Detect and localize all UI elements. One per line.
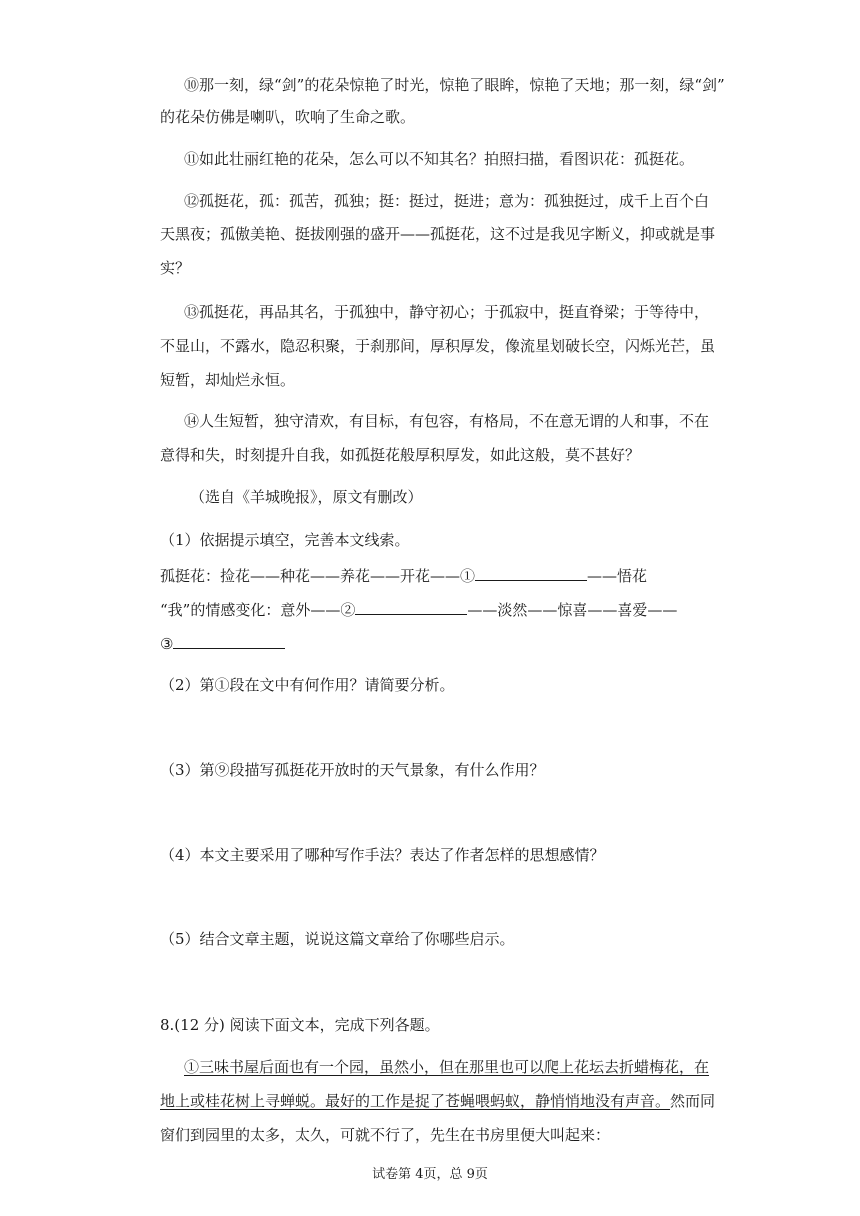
page-footer: 试卷第 4页，总 9页 [372, 1167, 488, 1182]
text-line: ⑫孤挺花，孤：孤苦，孤独；挺：挺过，挺进；意为：孤独挺过，成千上百个白 [184, 192, 710, 210]
question-1: （1）依据提示填空，完善本文线索。 [160, 531, 410, 549]
text-segment: 孤挺花：捡花——种花——养花——开花——① [160, 567, 476, 585]
text-line: 的花朵仿佛是喇叭，吹响了生命之歌。 [160, 108, 416, 126]
text-line: 天黑夜；孤傲美艳、挺拔刚强的盛开——孤挺花，这不过是我见字断义，抑或就是事 [160, 225, 716, 243]
text-segment: ③ [160, 635, 174, 653]
answer-blank-2[interactable] [355, 598, 467, 615]
text-line: ⑩那一刻，绿“剑”的花朵惊艳了时光，惊艳了眼眸，惊艳了天地；那一刻，绿“剑” [184, 76, 725, 94]
question-4: （4）本文主要采用了哪种写作手法？表达了作者怎样的思想感情？ [160, 846, 605, 864]
question-5: （5）结合文章主题，说说这篇文章给了你哪些启示。 [160, 930, 515, 948]
question-1-flower-line [160, 564, 647, 586]
text-line: 不显山，不露水，隐忍积聚，于刹那间，厚积厚发，像流星划破长空，闪烁光芒，虽 [160, 337, 716, 355]
question-3: （3）第⑨段描写孤挺花开放时的天气景象，有什么作用？ [160, 761, 545, 779]
text-line: 窗们到园里的太多，太久，可就不行了，先生在书房里便大叫起来： [160, 1126, 611, 1144]
text-line: ⑬孤挺花，再品其名，于孤独中，静守初心；于孤寂中，挺直脊梁；于等待中， [184, 303, 710, 321]
text-line: ⑭人生短暂，独守清欢，有目标，有包容，有格局，不在意无谓的人和事，不在 [184, 412, 710, 430]
answer-blank-1[interactable] [475, 564, 587, 581]
text-segment: “我”的情感变化：意外——② [160, 601, 356, 619]
underlined-text: ①三味书屋后面也有一个园，虽然小，但在那里也可以爬上花坛去折蜡梅花，在 [184, 1058, 710, 1076]
text-line [160, 1091, 715, 1111]
section-8-heading: 8.(12 分) 阅读下面文本，完成下列各题。 [160, 1016, 440, 1034]
text-segment: ——淡然——惊喜——喜爱—— [467, 601, 678, 619]
text-line: 实？ [160, 259, 191, 277]
text-segment: ——悟花 [587, 567, 648, 585]
question-2: （2）第①段在文中有何作用？请简要分析。 [160, 676, 455, 694]
answer-blank-3[interactable] [173, 632, 285, 649]
question-1-emotion-line-2 [160, 632, 285, 654]
underlined-text: 地上或桂花树上寻蝉蜕。最好的工作是捉了苍蝇喂蚂蚁，静悄悄地没有声音。 [160, 1092, 671, 1110]
source-citation: （选自《羊城晚报》，原文有删改） [190, 488, 423, 506]
passage-paragraph-11: ⑪如此壮丽红艳的花朵，怎么可以不知其名？拍照扫描，看图识花：孤挺花。 [184, 150, 695, 168]
text-line: 短暂，却灿烂永恒。 [160, 371, 296, 389]
text-line: 意得和失，时刻提升自我，如孤挺花般厚积厚发，如此这般，莫不甚好？ [160, 446, 641, 464]
text-segment: 然而同 [670, 1092, 716, 1110]
question-1-emotion-line [160, 598, 677, 620]
